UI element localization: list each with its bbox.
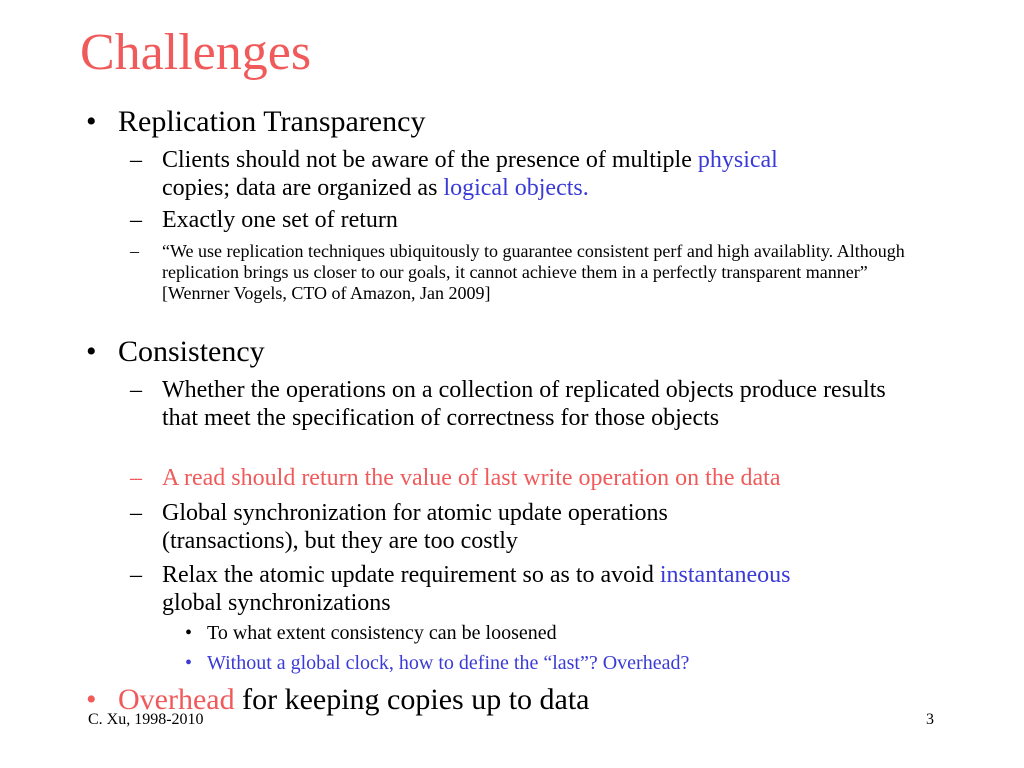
sub-bullet-marker: • (185, 622, 193, 644)
bullet-marker: • (86, 335, 97, 368)
subitem-global-clock: Without a global clock, how to define the “last”? Overhead? (207, 652, 690, 674)
footer-author: C. Xu, 1998-2010 (88, 711, 204, 728)
item-clients (162, 146, 922, 202)
item-exactly-one: Exactly one set of return (162, 207, 398, 233)
dash-marker: – (130, 500, 142, 526)
sub-bullet-marker: • (185, 652, 193, 674)
dash-marker: – (130, 377, 142, 403)
heading-replication: Replication Transparency (118, 105, 426, 138)
subitem-loosened: To what extent consistency can be loosened (207, 622, 557, 644)
item-clients-text-a: Clients should not be aware of the presence of multiple (162, 147, 698, 173)
bullet-marker: • (86, 683, 97, 716)
dash-marker: – (130, 465, 142, 491)
item-relax (162, 561, 922, 617)
term-overhead: Overhead (118, 683, 235, 716)
item-vogels-quote: “We use replication techniques ubiquitously to guarantee consistent perf and high availablity. Although replication brings us closer to our goals, it cannot achieve them in a perfectly transparent manner” [Wenrner Vogels, CTO of Amazon, Jan 2009] (162, 241, 905, 303)
item-relax-text-a: Relax the atomic update requirement so as to avoid (162, 562, 660, 588)
slide-title: Challenges (80, 24, 312, 81)
dash-marker: – (130, 562, 142, 588)
dash-marker: – (130, 241, 139, 261)
term-logical-objects: logical objects. (443, 175, 589, 201)
item-relax-text-c: global synchronizations (162, 590, 391, 616)
dash-marker: – (130, 207, 142, 233)
item-read-return: A read should return the value of last write operation on the data (162, 465, 781, 491)
page-number: 3 (926, 711, 934, 728)
item-global-sync: Global synchronization for atomic update operations (transactions), but they are too costly (162, 500, 668, 554)
item-whether-operations: Whether the operations on a collection of replicated objects produce results that meet the specification of correctness for those objects (162, 377, 886, 431)
heading-consistency: Consistency (118, 335, 265, 368)
term-instantaneous: instantaneous (659, 562, 791, 588)
term-physical: physical (697, 147, 778, 173)
heading-overhead-rest: for keeping copies up to data (234, 683, 590, 716)
dash-marker: – (130, 147, 142, 173)
bullet-marker: • (86, 105, 97, 138)
item-clients-text-c: copies; data are organized as (162, 175, 444, 201)
